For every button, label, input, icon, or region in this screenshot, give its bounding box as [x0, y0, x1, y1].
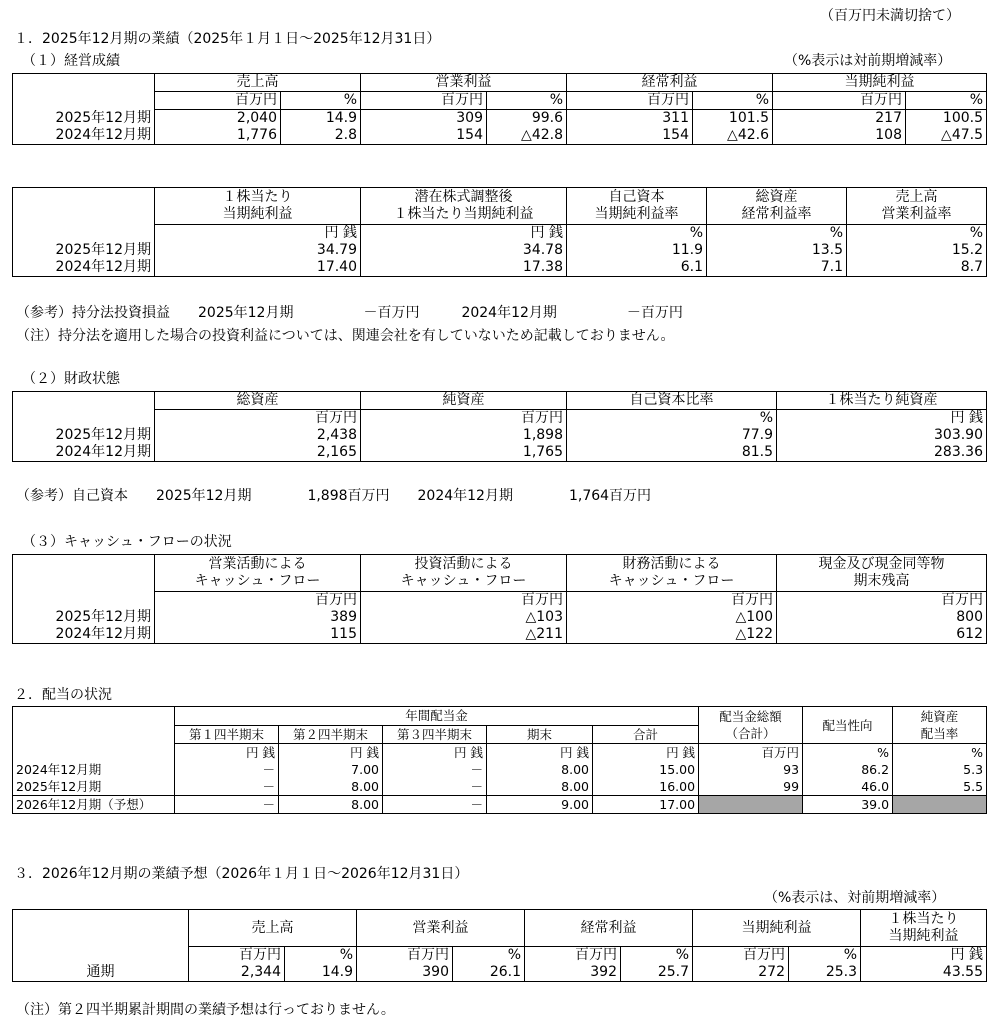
row-label: 2024年12月期 [13, 259, 155, 277]
col-header: 現金及び現金同等物 期末残高 [777, 555, 987, 592]
value-cell: △100 [567, 609, 777, 626]
unit-cell: 百万円 [155, 592, 361, 610]
value-cell: 39.0 [803, 796, 893, 814]
value-cell: 389 [155, 609, 361, 626]
col-header: 当期純利益 [773, 74, 987, 92]
value-cell: 311 [567, 110, 693, 128]
reference-equity: （参考）自己資本 2025年12月期 1,898百万円 2024年12月期 1,764百万円 [16, 488, 652, 504]
value-cell: 34.78 [361, 242, 567, 259]
col-header: 総資産 [155, 392, 361, 410]
row-label: 2025年12月期 [13, 609, 155, 626]
value-cell: 303.90 [777, 427, 987, 444]
value-cell: 81.5 [567, 444, 777, 462]
value-cell: 8.7 [847, 259, 987, 277]
value-cell: 46.0 [803, 778, 893, 796]
unit-cell: % [567, 225, 707, 243]
table-row [13, 127, 987, 145]
value-cell: △42.8 [487, 127, 567, 145]
unit-cell: % [789, 947, 861, 965]
section3-title: ３．2026年12月期の業績予想（2026年１月１日～2026年12月31日） [14, 866, 469, 882]
value-cell: 2,438 [155, 427, 361, 444]
unit-cell: 百万円 [525, 947, 621, 965]
results-table [12, 73, 987, 145]
value-cell: 2.8 [281, 127, 361, 145]
unit-cell: % [847, 225, 987, 243]
row-label: 2025年12月期 [13, 110, 155, 128]
value-cell: 154 [361, 127, 487, 145]
value-cell: 6.1 [567, 259, 707, 277]
value-cell: 99.6 [487, 110, 567, 128]
section1-sub2: （２）財政状態 [22, 371, 120, 387]
value-cell: － [175, 796, 279, 814]
value-cell: 25.7 [621, 964, 693, 982]
table-row [13, 761, 987, 778]
col-header: 財務活動による キャッシュ・フロー [567, 555, 777, 592]
value-cell: 7.00 [279, 761, 383, 778]
unit-cell: % [487, 92, 567, 110]
table-row [13, 110, 987, 128]
row-label: 2025年12月期 [13, 427, 155, 444]
corner-cell [13, 74, 155, 92]
value-cell: 13.5 [707, 242, 847, 259]
value-cell: 25.3 [789, 964, 861, 982]
payout-ratio-header: 配当性向 [803, 707, 893, 744]
value-cell: 800 [777, 609, 987, 626]
col-header: 総資産 経常利益率 [707, 188, 847, 225]
value-cell: 11.9 [567, 242, 707, 259]
dividend-table [12, 706, 987, 814]
value-cell: △42.6 [693, 127, 773, 145]
value-cell: △211 [361, 626, 567, 644]
value-cell: △47.5 [906, 127, 987, 145]
value-cell: 7.1 [707, 259, 847, 277]
unit-cell: % [693, 92, 773, 110]
col-header: 営業活動による キャッシュ・フロー [155, 555, 361, 592]
row-label: 2025年12月期 [13, 242, 155, 259]
col-header: 自己資本比率 [567, 392, 777, 410]
value-cell: 16.00 [593, 778, 699, 796]
section1-sub3: （３）キャッシュ・フローの状況 [22, 534, 232, 550]
row-label: 2024年12月期 [13, 444, 155, 462]
row-label: 2024年12月期 [13, 127, 155, 145]
value-cell: 9.00 [487, 796, 593, 814]
value-cell: 14.9 [281, 110, 361, 128]
reference-equity-method: （参考）持分法投資損益 2025年12月期 －百万円 2024年12月期 －百万円 [16, 305, 683, 321]
forecast-table [12, 909, 987, 982]
unit-cell: 円 銭 [777, 410, 987, 428]
unit-cell: % [803, 744, 893, 762]
unit-cell: 百万円 [693, 947, 789, 965]
unit-cell: 百万円 [189, 947, 285, 965]
financial-position-table [12, 391, 987, 462]
dividend-ratio-header: 純資産 配当率 [893, 707, 987, 744]
unit-cell: % [621, 947, 693, 965]
table-row [13, 242, 987, 259]
unit-cell: 百万円 [567, 92, 693, 110]
unit-note: （百万円未満切捨て） [820, 8, 960, 24]
shaded-cell [699, 796, 803, 814]
value-cell: － [175, 761, 279, 778]
shaded-cell [893, 796, 987, 814]
forecast-pct-note: （%表示は、対前期増減率） [764, 890, 946, 906]
forecast-note: （注）第２四半期累計期間の業績予想は行っておりません。 [16, 1002, 395, 1018]
note-equity-method: （注）持分法を適用した場合の投資利益については、関連会社を有していないため記載しておりません。 [16, 328, 675, 344]
value-cell: 14.9 [285, 964, 357, 982]
value-cell: 17.00 [593, 796, 699, 814]
row-label: 2025年12月期 [13, 778, 175, 796]
col-header: 当期純利益 [693, 910, 861, 947]
unit-cell: 百万円 [567, 592, 777, 610]
unit-cell: % [893, 744, 987, 762]
col-header: 経常利益 [567, 74, 773, 92]
unit-cell: 百万円 [357, 947, 453, 965]
value-cell: 1,765 [361, 444, 567, 462]
col-header: 合計 [593, 725, 699, 743]
col-header: 純資産 [361, 392, 567, 410]
table-row [13, 626, 987, 644]
unit-cell: 百万円 [361, 92, 487, 110]
value-cell: 5.5 [893, 778, 987, 796]
col-header: 自己資本 当期純利益率 [567, 188, 707, 225]
annual-dividend-header: 年間配当金 [175, 707, 699, 726]
unit-cell: 百万円 [777, 592, 987, 610]
value-cell: － [383, 778, 487, 796]
section1-sub1: （１）経営成績 [22, 53, 120, 69]
col-header: 営業利益 [361, 74, 567, 92]
col-header: 第３四半期末 [383, 725, 487, 743]
value-cell: 115 [155, 626, 361, 644]
table-row [13, 609, 987, 626]
value-cell: △103 [361, 609, 567, 626]
value-cell: － [383, 761, 487, 778]
pct-note: （%表示は対前期増減率） [784, 53, 952, 69]
unit-cell: 円 銭 [593, 744, 699, 762]
value-cell: 77.9 [567, 427, 777, 444]
unit-cell: 百万円 [155, 410, 361, 428]
value-cell: 108 [773, 127, 906, 145]
section2-title: ２．配当の状況 [14, 687, 112, 703]
value-cell: 101.5 [693, 110, 773, 128]
table-row [13, 796, 987, 814]
unit-cell: % [453, 947, 525, 965]
unit-cell: 円 銭 [175, 744, 279, 762]
value-cell: 217 [773, 110, 906, 128]
unit-cell: % [281, 92, 361, 110]
value-cell: 17.38 [361, 259, 567, 277]
value-cell: 43.55 [861, 964, 987, 982]
col-header: 第１四半期末 [175, 725, 279, 743]
value-cell: － [383, 796, 487, 814]
value-cell: 272 [693, 964, 789, 982]
value-cell: 34.79 [155, 242, 361, 259]
col-header: 期末 [487, 725, 593, 743]
unit-cell: 円 銭 [155, 225, 361, 243]
unit-cell: 円 銭 [361, 225, 567, 243]
per-share-table [12, 187, 987, 277]
unit-cell: 円 銭 [861, 947, 987, 965]
col-header: 売上高 営業利益率 [847, 188, 987, 225]
value-cell: 309 [361, 110, 487, 128]
value-cell: 8.00 [487, 761, 593, 778]
value-cell: 2,344 [189, 964, 285, 982]
col-header: 売上高 [155, 74, 361, 92]
unit-cell: % [567, 410, 777, 428]
table-row [13, 259, 987, 277]
value-cell: 8.00 [487, 778, 593, 796]
value-cell: 2,040 [155, 110, 281, 128]
value-cell: 26.1 [453, 964, 525, 982]
value-cell: 100.5 [906, 110, 987, 128]
col-header: １株当たり 当期純利益 [155, 188, 361, 225]
unit-cell: % [906, 92, 987, 110]
col-header: 投資活動による キャッシュ・フロー [361, 555, 567, 592]
value-cell: 1,898 [361, 427, 567, 444]
table-row [13, 427, 987, 444]
unit-cell: 円 銭 [383, 744, 487, 762]
col-header: 営業利益 [357, 910, 525, 947]
unit-cell: 百万円 [699, 744, 803, 762]
value-cell: 86.2 [803, 761, 893, 778]
value-cell: 612 [777, 626, 987, 644]
value-cell: 8.00 [279, 778, 383, 796]
value-cell: 93 [699, 761, 803, 778]
unit-cell: 円 銭 [487, 744, 593, 762]
table-row [13, 778, 987, 796]
section1-title: １．2025年12月期の業績（2025年１月１日～2025年12月31日） [14, 31, 441, 47]
value-cell: － [175, 778, 279, 796]
unit-cell: 百万円 [773, 92, 906, 110]
value-cell: 15.2 [847, 242, 987, 259]
unit-cell: 百万円 [361, 592, 567, 610]
cash-flow-table [12, 554, 987, 644]
col-header: 経常利益 [525, 910, 693, 947]
col-header: 第２四半期末 [279, 725, 383, 743]
unit-cell: % [707, 225, 847, 243]
unit-cell: 円 銭 [279, 744, 383, 762]
col-header: 売上高 [189, 910, 357, 947]
value-cell: 390 [357, 964, 453, 982]
total-dividend-header: 配当金総額 （合計） [699, 707, 803, 744]
unit-cell: % [285, 947, 357, 965]
col-header: 潜在株式調整後 １株当たり当期純利益 [361, 188, 567, 225]
table-row [13, 964, 987, 982]
value-cell: 392 [525, 964, 621, 982]
unit-cell: 百万円 [361, 410, 567, 428]
row-label: 2024年12月期 [13, 761, 175, 778]
value-cell: 8.00 [279, 796, 383, 814]
col-header: １株当たり純資産 [777, 392, 987, 410]
row-label: 2026年12月期（予想） [13, 796, 175, 814]
value-cell: 2,165 [155, 444, 361, 462]
value-cell: 15.00 [593, 761, 699, 778]
value-cell: 17.40 [155, 259, 361, 277]
row-label: 2024年12月期 [13, 626, 155, 644]
col-header: １株当たり 当期純利益 [861, 910, 987, 947]
value-cell: 5.3 [893, 761, 987, 778]
table-row [13, 444, 987, 462]
value-cell: △122 [567, 626, 777, 644]
unit-cell: 百万円 [155, 92, 281, 110]
value-cell: 154 [567, 127, 693, 145]
value-cell: 99 [699, 778, 803, 796]
row-label: 通期 [13, 964, 189, 982]
value-cell: 283.36 [777, 444, 987, 462]
value-cell: 1,776 [155, 127, 281, 145]
